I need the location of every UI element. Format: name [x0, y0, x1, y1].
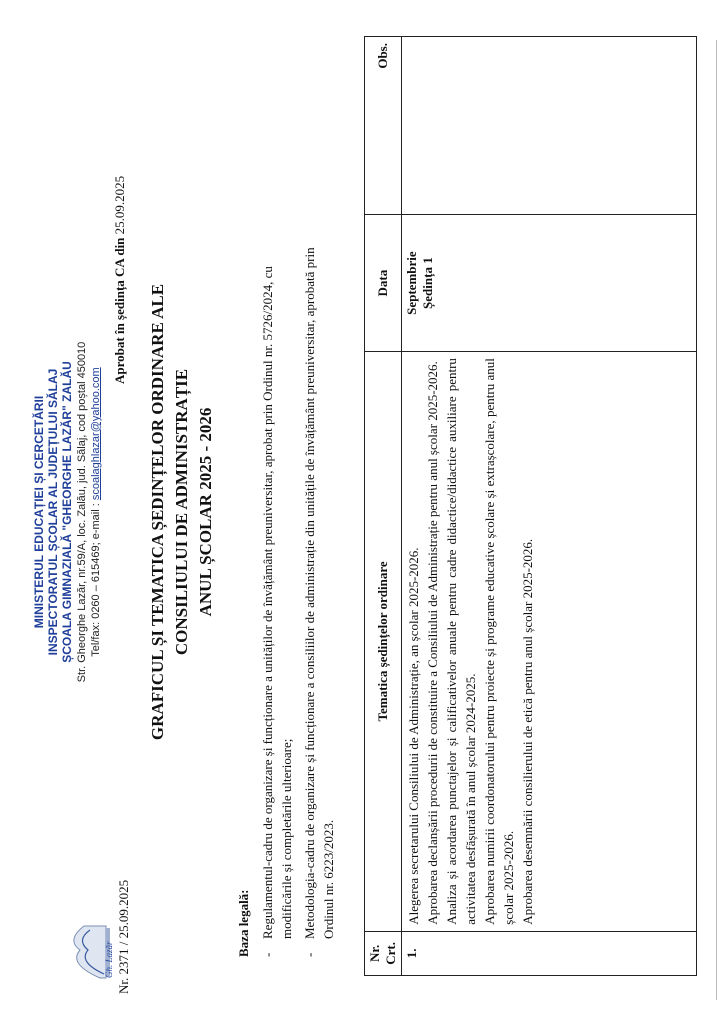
- ministry-name: MINISTERUL EDUCAȚIEI ȘI CERCETĂRII: [32, 395, 46, 629]
- legal-basis-item: [300, 57, 338, 957]
- column-header-nr-line: Crt.: [383, 942, 398, 965]
- topic-item: Aprobarea desemnării consilierului de etică pentru anul școlar 2025-2026.: [520, 538, 535, 925]
- legal-basis-item-line: modificările și completările ulterioare;: [279, 738, 294, 939]
- bullet-dash: -: [302, 952, 317, 957]
- inspectorate-name: INSPECTORATUL ȘCOLAR AL JUDEȚULUI SĂLAJ: [46, 368, 60, 656]
- column-header-date: Data: [365, 215, 402, 352]
- row-number: 1.: [402, 931, 697, 975]
- title-line-3: ANUL ȘCOLAR 2025 - 2026: [196, 407, 215, 617]
- legal-basis-item-line: Regulamentul-cadru de organizare și funcționare a unităților de învățământ preuniversitar, aprobat prin Ordinul nr. 5726/2024, cu: [260, 266, 275, 939]
- title-line-1: GRAFICUL ȘI TEMATICA ȘEDINȚELOR ORDINARE ALE: [148, 283, 167, 741]
- approval-label: Aprobat în ședința CA din: [112, 234, 127, 384]
- meeting-month: Septembrie: [404, 251, 419, 315]
- meetings-table: [364, 36, 697, 976]
- school-name: ȘCOALA GIMNAZIALĂ "GHEORGHE LAZĂR" ZALĂU: [60, 361, 74, 663]
- contact-email-link[interactable]: scoalaghlazar@yahoo.com: [90, 367, 102, 501]
- column-header-topics: Tematica ședințelor ordinare: [365, 352, 402, 932]
- page-edge-line: [716, 40, 717, 1000]
- contact-phone: Tel/fax: 0260 – 615469; e-mail :: [90, 500, 102, 657]
- legal-basis-heading: Baza legală:: [236, 889, 251, 957]
- approval-date: 25.09.2025: [112, 175, 127, 235]
- column-header-nr: [365, 931, 402, 975]
- table-header-row: [365, 37, 402, 976]
- column-header-obs: Obs.: [365, 37, 402, 215]
- topic-item: Alegerea secretarului Consiliului de Administrație, an școlar 2025-2026.: [406, 547, 421, 925]
- table-row: [402, 37, 697, 976]
- topic-item: Aprobarea declanșării procedurii de constituire a Consiliului de Administrație pentru anul școlar 2025-2026.: [425, 361, 440, 925]
- approval-note: [112, 176, 128, 384]
- legal-basis-item-line: Metodologia-cadru de organizare și funcționare a consiliilor de administrație din unitățile de învățământ preuniversitar, aprobată prin: [302, 247, 317, 939]
- row-date: [402, 215, 697, 352]
- bullet-dash: -: [260, 952, 275, 957]
- meeting-session: Ședința 1: [420, 257, 435, 309]
- column-header-nr-line: Nr.: [367, 944, 382, 962]
- legal-basis-item-line: Ordinul nr. 6223/2023.: [321, 819, 336, 939]
- topic-item: Analiza și acordarea punctajelor și calificativelor anuale pentru cadre didactice/didactice auxiliare pentru activitatea desfășurată în anul școlar 2024-2025.: [444, 358, 478, 925]
- topic-item: Aprobarea numirii coordonatorului pentru proiecte și programe educative școlare și extrașcolare, pentru anul școlar 2025-2026.: [482, 358, 516, 925]
- logo-caption: Gh. Lazăr: [104, 941, 114, 978]
- row-topics: [402, 352, 697, 932]
- title-line-2: CONSILIULUI DE ADMINISTRAȚIE: [172, 368, 191, 656]
- document-number: Nr. 2371 / 25.09.2025: [116, 879, 131, 994]
- legal-basis-item: [258, 57, 296, 957]
- row-observations: [402, 37, 697, 215]
- school-contact: [90, 0, 102, 1024]
- school-address: Str. Gheorghe Lazăr, nr.59/A, loc. Zalău, jud. Sălaj, cod poștal 450010: [76, 341, 88, 683]
